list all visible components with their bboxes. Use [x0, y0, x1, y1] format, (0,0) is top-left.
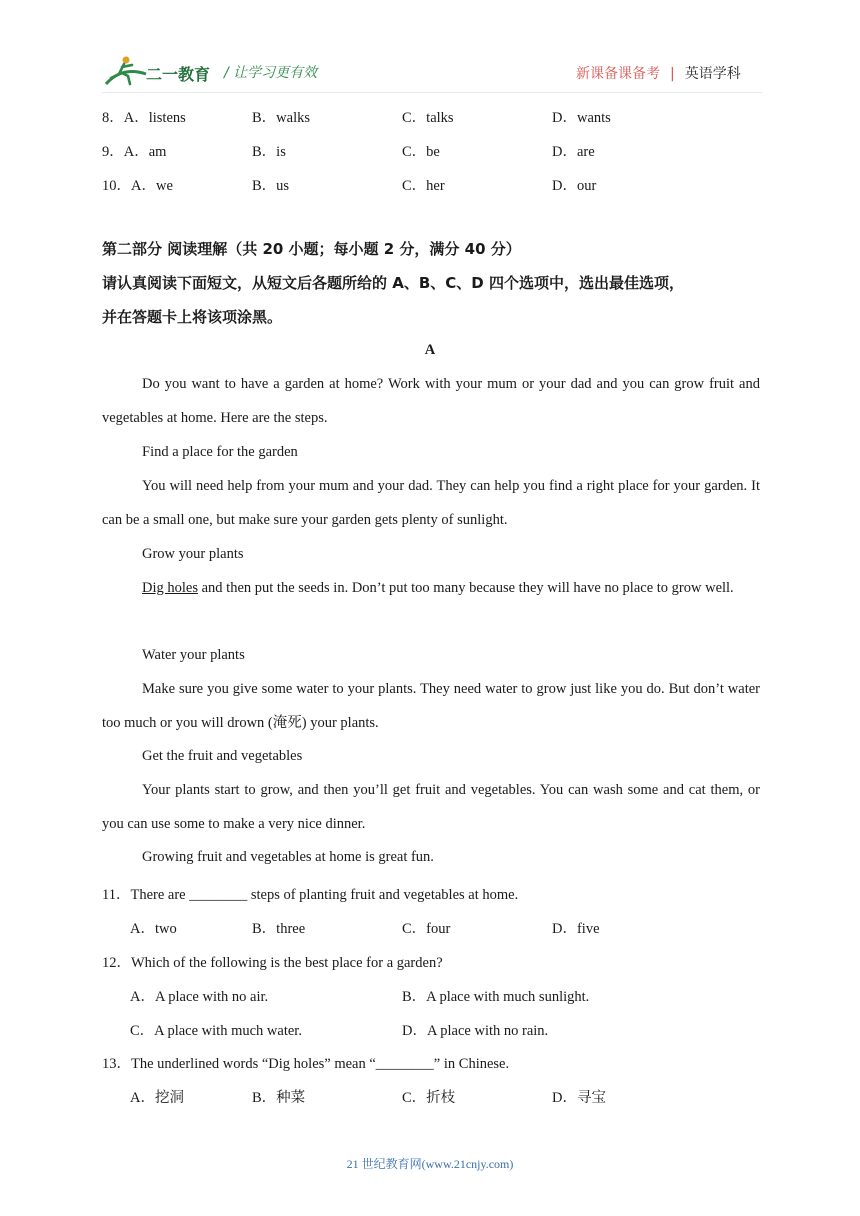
- slogan: / 让学习更有效: [224, 65, 318, 81]
- option: A．A place with no air.: [130, 989, 269, 1005]
- question-11-stem: 11．There are ________ steps of planting fruit and vegetables at home.: [102, 887, 519, 903]
- brand-logo: [102, 54, 214, 90]
- option: D．our: [552, 178, 597, 194]
- option: D．are: [552, 144, 595, 160]
- footer-source: 21 世纪教育网(www.21cnjy.com): [346, 1157, 514, 1171]
- option: C．折枝: [402, 1090, 456, 1106]
- passage-letter: A: [424, 342, 436, 358]
- passage-paragraph-1: Do you want to have a garden at home? Work with your mum or your dad and you can grow fruit and vegetables at home. Here are the steps.: [102, 376, 760, 426]
- option: C．talks: [402, 110, 454, 126]
- section-instruction-2: 并在答题卡上将该项涂黑。: [102, 308, 283, 326]
- passage-paragraph-5: Your plants start to grow, and then you’ll get fruit and vegetables. You can wash some and cat them, or you can use some to make a very nice dinner.: [102, 782, 760, 832]
- runner-logo-icon: [102, 54, 214, 90]
- section-instruction-1: 请认真阅读下面短文，从短文后各题所给的 A、B、C、D 四个选项中，选出最佳选项，: [102, 274, 684, 292]
- option: 10．A．we: [102, 178, 173, 194]
- option: B．is: [252, 144, 286, 160]
- option: B．A place with much sunlight.: [402, 989, 590, 1005]
- option: C．A place with much water.: [130, 1023, 302, 1039]
- header-right: [576, 63, 741, 83]
- underlined-words: Dig holes: [142, 580, 198, 596]
- header-divider: |: [670, 66, 675, 82]
- question-13-stem: 13．The underlined words “Dig holes” mean “________” in Chinese.: [102, 1056, 510, 1072]
- question-12-stem: 12．Which of the following is the best place for a garden?: [102, 955, 443, 971]
- passage-paragraph-6: Growing fruit and vegetables at home is great fun.: [142, 849, 434, 865]
- option: B．walks: [252, 110, 310, 126]
- option: B．us: [252, 178, 290, 194]
- option: A．挖洞: [130, 1090, 184, 1106]
- option: C．her: [402, 178, 445, 194]
- option: A．two: [130, 921, 177, 937]
- passage-subheading-3: Water your plants: [142, 647, 245, 663]
- option: D．A place with no rain.: [402, 1023, 549, 1039]
- option: D．wants: [552, 110, 611, 126]
- header-divider-line: [102, 92, 762, 93]
- header-tag-prep: 新课备课备考: [576, 66, 660, 82]
- section-title: 第二部分 阅读理解（共 20 小题；每小题 2 分，满分 40 分）: [102, 240, 521, 258]
- option: B．three: [252, 921, 306, 937]
- option: D．five: [552, 921, 600, 937]
- option: B．种菜: [252, 1090, 306, 1106]
- passage-subheading-1: Find a place for the garden: [142, 444, 298, 460]
- option: D．寻宝: [552, 1090, 606, 1106]
- passage-paragraph-2: You will need help from your mum and your dad. They can help you find a right place for your garden. It can be a small one, but make sure your garden gets plenty of sunlight.: [102, 478, 760, 528]
- option: C．be: [402, 144, 440, 160]
- passage-subheading-4: Get the fruit and vegetables: [142, 748, 303, 764]
- passage-subheading-2: Grow your plants: [142, 546, 244, 562]
- header-subject: 英语学科: [684, 66, 741, 82]
- option: 8．A．listens: [102, 110, 186, 126]
- option: 9．A．am: [102, 144, 167, 160]
- option: C．four: [402, 921, 451, 937]
- logo-text: 二一教育: [146, 65, 211, 84]
- passage-paragraph-4: Make sure you give some water to your plants. They need water to grow just like you do. But don’t water too much or you will drown (淹死) your plants.: [102, 681, 760, 731]
- passage-paragraph-3: Dig holes and then put the seeds in. Don’t put too many because they will have no place to grow well.: [142, 580, 734, 596]
